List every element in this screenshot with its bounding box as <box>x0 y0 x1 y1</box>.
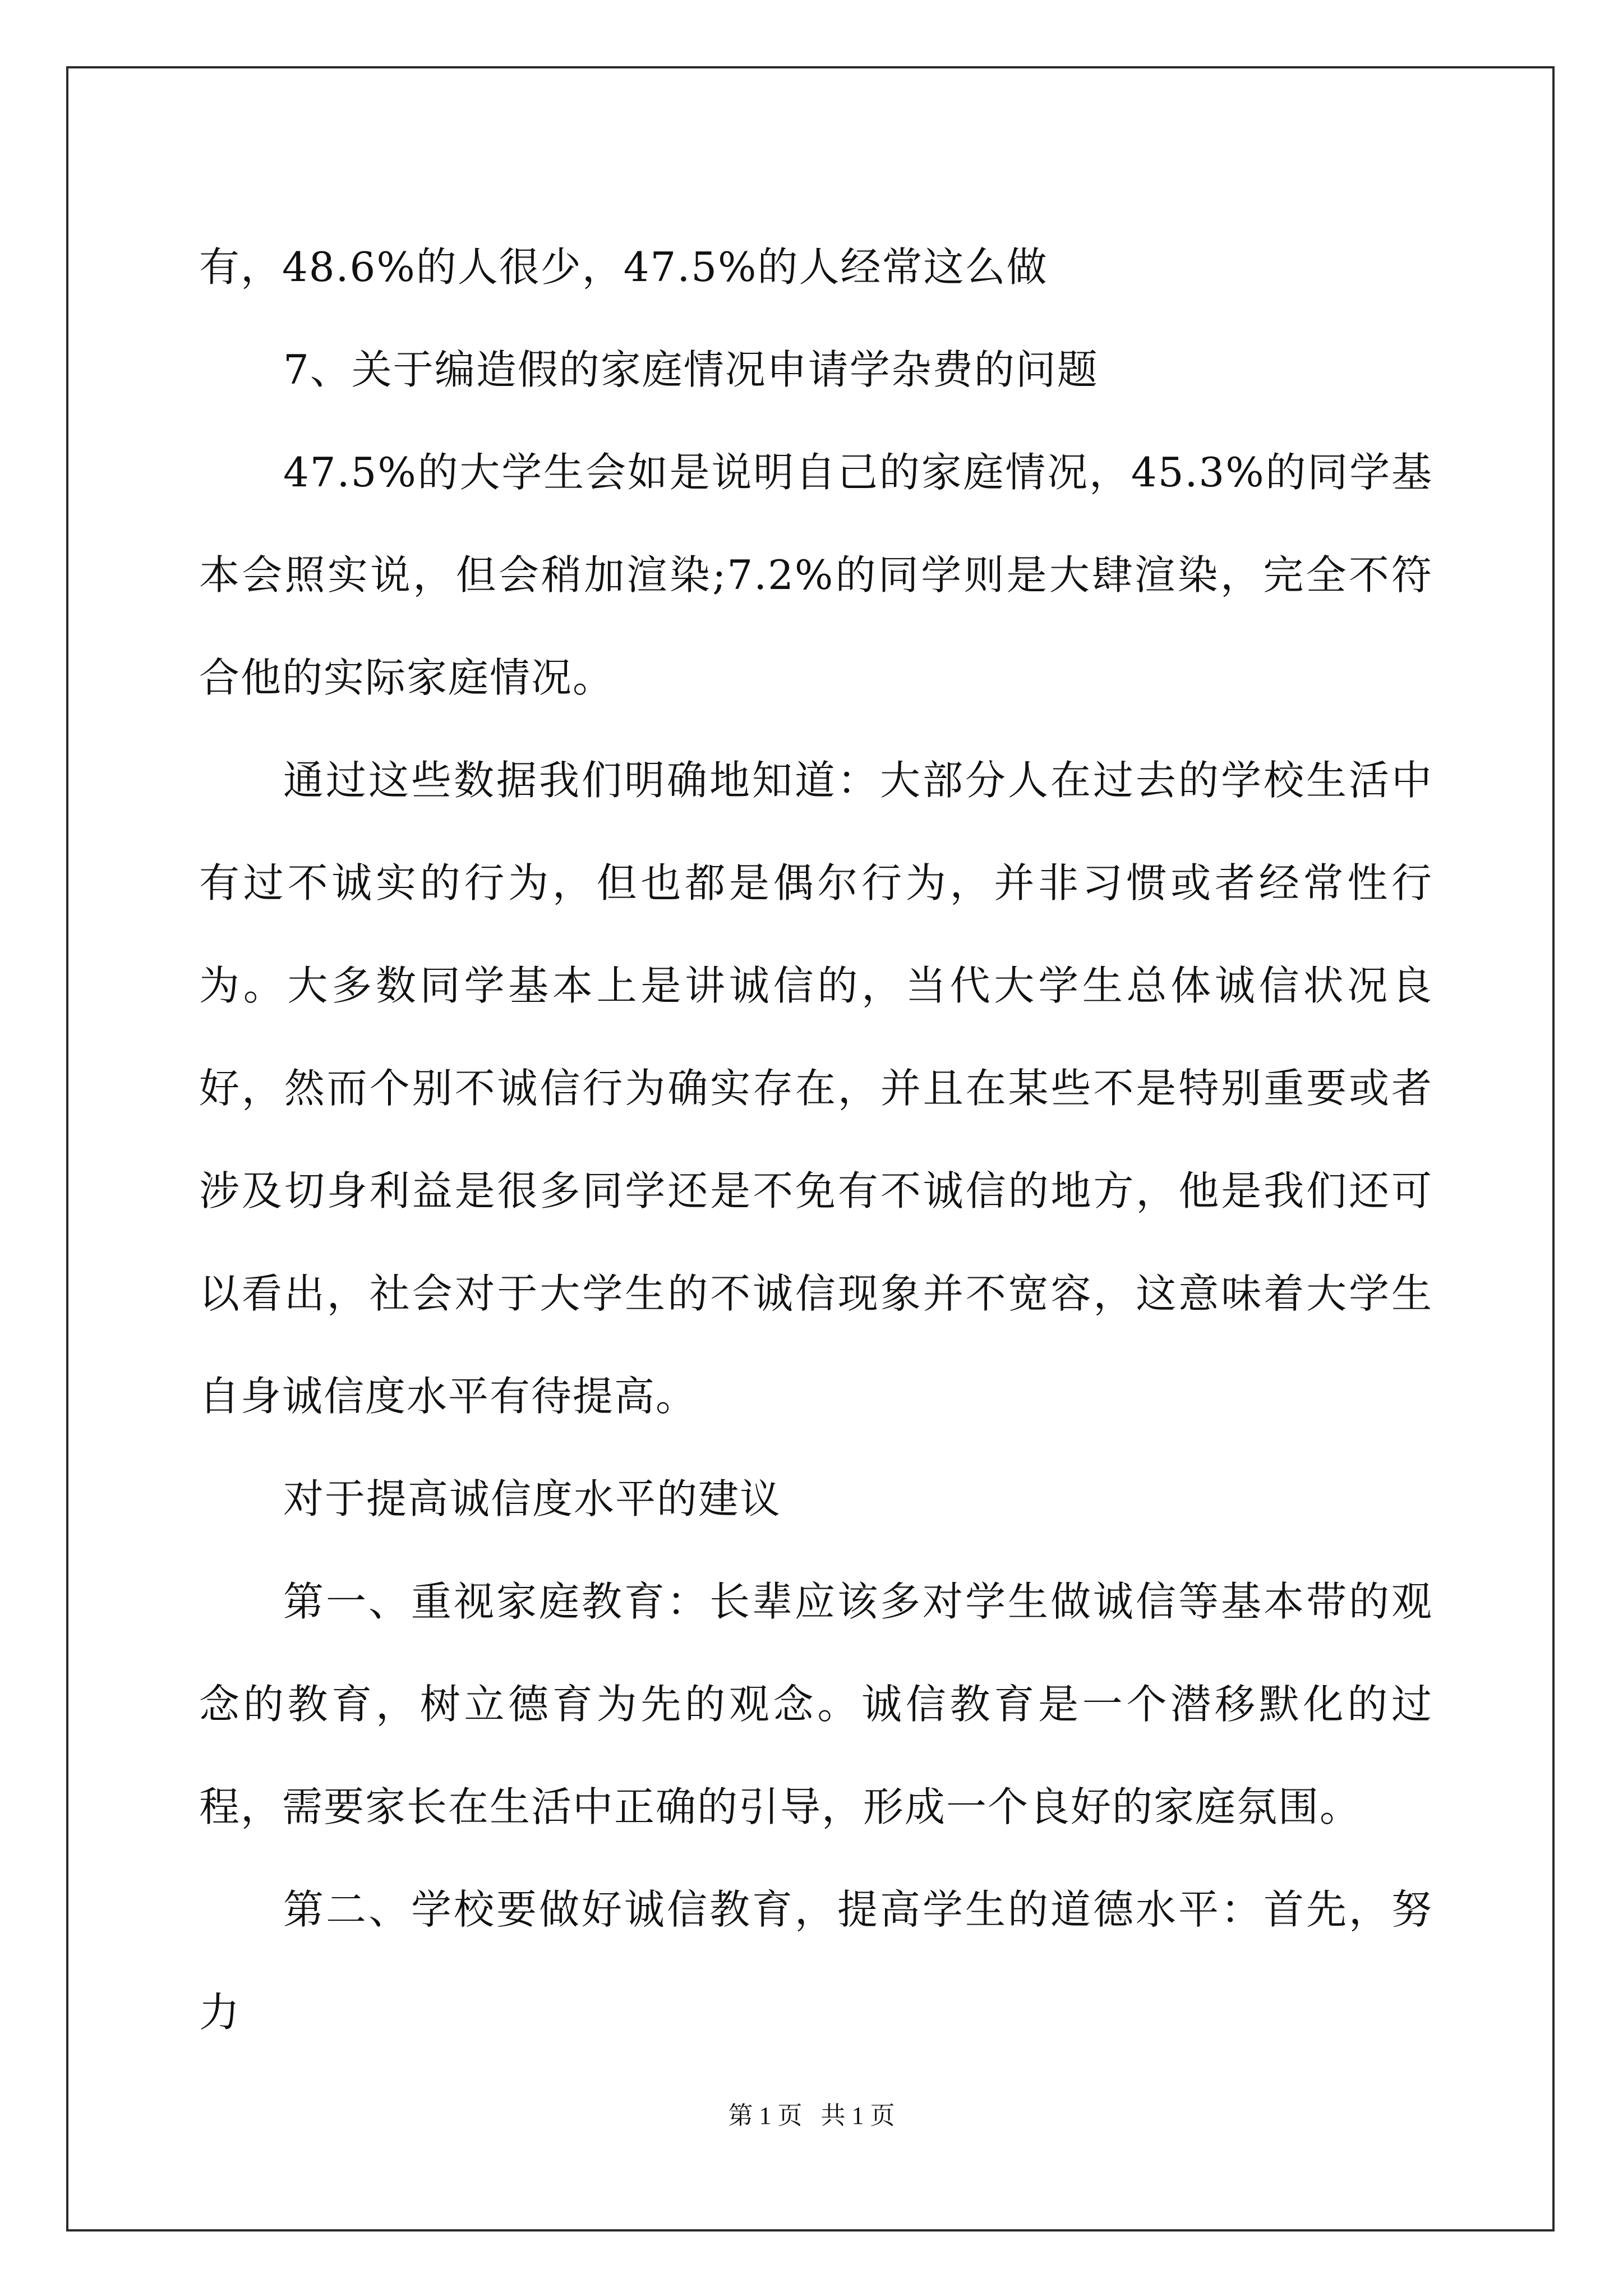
page-number-footer: 第 1 页 共 1 页 <box>728 2102 895 2129</box>
document-body <box>199 216 1433 2064</box>
paragraph-suggestion-2: 第二、学校要做好诚信教育，提高学生的道德水平：首先，努力 <box>199 1886 1433 2036</box>
paragraph-continuation: 有，48.6%的人很少，47.5%的人经常这么做 <box>199 243 1048 291</box>
paragraph-item-7-stats: 47.5%的大学生会如是说明自己的家庭情况，45.3%的同学基本会照实说，但会稍加渲染;7.2%的同学则是大肆渲染，完全不符合他的实际家庭情况。 <box>199 449 1433 701</box>
paragraph-conclusion: 通过这些数据我们明确地知道：大部分人在过去的学校生活中有过不诚实的行为，但也都是偶尔行为，并非习惯或者经常性行为。大多数同学基本上是讲诚信的，当代大学生总体诚信状况良好，然而个别不诚信行为确实存在，并且在某些不是特别重要或者涉及切身利益是很多同学还是不免有不诚信的地方，他是我们还可以看出，社会对于大学生的不诚信现象并不宽容，这意味着大学生自身诚信度水平有待提高。 <box>199 757 1433 1420</box>
paragraph-item-7-heading: 7、关于编造假的家庭情况申请学杂费的问题 <box>283 346 1099 393</box>
section-heading-suggestions: 对于提高诚信度水平的建议 <box>283 1475 782 1522</box>
paragraph-suggestion-1: 第一、重视家庭教育：长辈应该多对学生做诚信等基本带的观念的教育，树立德育为先的观念。诚信教育是一个潜移默化的过程，需要家长在生活中正确的引导，形成一个良好的家庭氛围。 <box>199 1578 1433 1830</box>
